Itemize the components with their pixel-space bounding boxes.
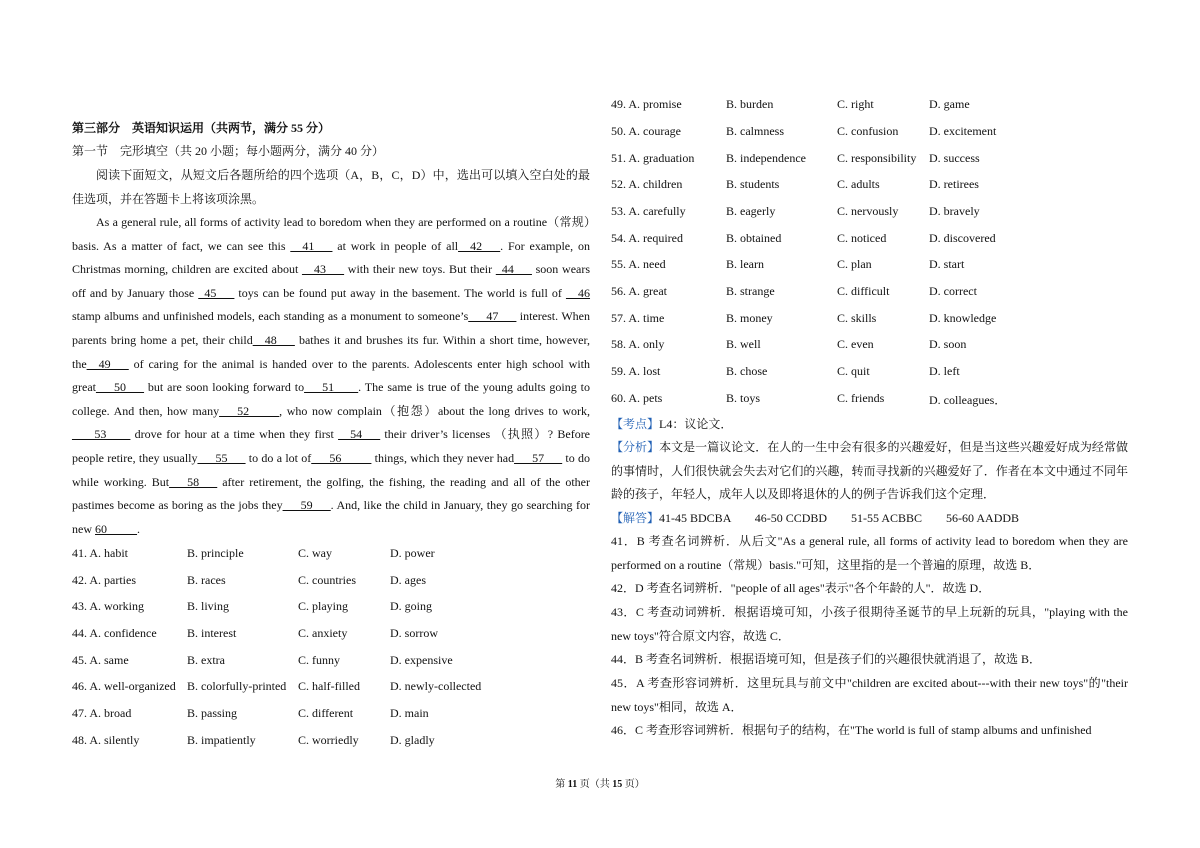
blank-54: __54___ — [338, 427, 381, 442]
blank-58: ___58___ — [169, 474, 218, 489]
cloze-passage: As a general rule, all forms of activity lead to boredom when they are performed on a routine（常规）basis. As a matter of fact, we can see this __41___ at work in people of all__42___. For example, on Christmas morning, children are excited about __43___ with their new toys. But their _44___ soon wears off and by January those _45___ toys can be found put away in the basement. The world is full of __46 stamp albums and unfinished models, each standing as a monument to someone’s___47___ interest. When parents bring home a pet, their child__48___ bathes it and brushes its fur. Within a short time, however, the__49___ of caring for the animal is handed over to the parents. Adolescents enter high school with great___50___ but are soon looking forward to___51____. The same is true of the young adults going to college. And then, how many___52_____, who now complain（抱怨）about the long drives to work, ___ 53____ drove for hour at a time when they first __54___ their driver’s licenses （执照）? Before people retire, they usually___55___ to do a lot of___56_____ things, which they never had___57___ to do while working. But___58___ after retirement, the golfing, the fishing, the reading and all of the other pastimes become as boring as the jobs they___59___. And, like the child in January, they go searching for new 60_____. — [72, 215, 591, 536]
option-c: C. nervously — [837, 204, 899, 218]
option-a: 43. A. working — [72, 599, 144, 613]
options-row — [72, 706, 592, 726]
option-d: D. ages — [390, 573, 426, 587]
option-d: D. knowledge — [929, 311, 997, 325]
option-c: C. noticed — [837, 231, 887, 245]
options-row — [72, 599, 592, 619]
option-b: B. calmness — [726, 124, 784, 138]
option-c: C. anxiety — [298, 626, 348, 640]
option-b: B. well — [726, 337, 761, 351]
option-b: B. eagerly — [726, 204, 776, 218]
current-page-number: 11 — [567, 779, 578, 790]
subsection-title: 第一节 完形填空（共 20 小题；每小题两分，满分 40 分） — [72, 144, 385, 158]
option-d: D. newly-collected — [390, 679, 482, 693]
option-a: 47. A. broad — [72, 706, 132, 720]
options-row — [611, 231, 1128, 251]
fenxi-paragraph — [611, 436, 1128, 507]
option-c: C. plan — [837, 257, 872, 271]
option-b: B. learn — [726, 257, 764, 271]
option-b: B. races — [187, 573, 226, 587]
options-row — [611, 364, 1128, 384]
option-b: B. money — [726, 311, 773, 325]
options-row — [611, 97, 1128, 117]
jieda-line — [611, 507, 1128, 531]
explanation-43: 43．C 考查动词辨析．根据语境可知，小孩子很期待圣诞节的早上玩新的玩具，"playing with the new toys"符合原文内容，故选 C． — [611, 605, 1128, 643]
option-d: D. expensive — [390, 653, 453, 667]
option-c: C. adults — [837, 177, 880, 191]
option-d: D. bravely — [929, 204, 980, 218]
option-d: D. game — [929, 97, 970, 111]
fenxi-label: 【分析】 — [611, 440, 660, 454]
options-row — [611, 284, 1128, 304]
option-d: D. retirees — [929, 177, 979, 191]
blank-50: ___50___ — [95, 380, 144, 395]
option-a: 48. A. silently — [72, 733, 140, 747]
option-b: B. independence — [726, 151, 806, 165]
blank-46: __46 — [566, 285, 591, 300]
option-a: 59. A. lost — [611, 364, 661, 378]
option-c: C. confusion — [837, 124, 899, 138]
option-a: 41. A. habit — [72, 546, 128, 560]
option-a: 52. A. children — [611, 177, 683, 191]
fenxi-text: 本文是一篇议论文．在人的一生中会有很多的兴趣爱好，但是当这些兴趣爱好成为经常做的事情时，人们很快就会失去对它们的兴趣，转而寻找新的兴趣爱好了．作者在本文中通过不同年龄的孩子，年轻人，成年人以及即将退休的人的例子告诉我们这个定理． — [611, 440, 1128, 502]
option-b: B. interest — [187, 626, 237, 640]
option-a: 46. A. well-organized — [72, 679, 176, 693]
options-row — [611, 204, 1128, 224]
options-row — [72, 733, 592, 753]
option-a: 44. A. confidence — [72, 626, 157, 640]
options-row — [611, 177, 1128, 197]
blank-47: ___47___ — [468, 309, 517, 324]
option-d: D. soon — [929, 337, 967, 351]
blank-49: __49___ — [86, 356, 129, 371]
blank-51: ___51____ — [304, 380, 359, 395]
explanation-44: 44．B 考查名词辨析．根据语境可知，但是孩子们的兴趣很快就消退了，故选 B． — [611, 652, 1042, 666]
option-c: C. different — [298, 706, 354, 720]
total-page-number: 15 — [612, 779, 623, 790]
option-d: D. going — [390, 599, 432, 613]
blank-56: ___56_____ — [311, 450, 372, 465]
option-d: D. gladly — [390, 733, 435, 747]
option-a: 51. A. graduation — [611, 151, 695, 165]
option-a: 53. A. carefully — [611, 204, 686, 218]
blank-57: ___57___ — [514, 450, 563, 465]
options-row — [72, 573, 592, 593]
kaodian-text: L4：议论文． — [659, 417, 733, 431]
option-a: 42. A. parties — [72, 573, 136, 587]
options-row — [611, 391, 1128, 411]
option-c: C. right — [837, 97, 874, 111]
explanation-41: 41．B 考查名词辨析．从后文"As a general rule, all forms of activity lead to boredom when they are performed on a routine（常规）basis."可知，这里指的是一个普遍的原理，故选 B． — [611, 534, 1128, 572]
explanation-46: 46．C 考查形容词辨析．根据句子的结构，在"The world is full of stamp albums and unfinished — [611, 723, 1092, 737]
blank-55: ___55___ — [197, 450, 246, 465]
option-a: 49. A. promise — [611, 97, 682, 111]
option-d: D. left — [929, 364, 960, 378]
option-b: B. toys — [726, 391, 761, 405]
option-c: C. even — [837, 337, 874, 351]
blank-52: ___52_____ — [219, 403, 280, 418]
option-c: C. half-filled — [298, 679, 360, 693]
option-b: B. impatiently — [187, 733, 256, 747]
option-a: 45. A. same — [72, 653, 129, 667]
option-b: B. students — [726, 177, 780, 191]
blank-42: __42___ — [458, 238, 501, 253]
option-c: C. skills — [837, 311, 877, 325]
blank-45: _45___ — [198, 285, 235, 300]
option-c: C. countries — [298, 573, 356, 587]
option-d: D. discovered — [929, 231, 996, 245]
instructions: 阅读下面短文，从短文后各题所给的四个选项（A，B，C，D）中，选出可以填入空白处的最佳选项，并在答题卡上将该项涂黑。 — [72, 168, 590, 206]
options-row — [611, 124, 1128, 144]
options-row — [611, 337, 1128, 357]
option-d: D. power — [390, 546, 435, 560]
option-c: C. responsibility — [837, 151, 917, 165]
option-c: C. quit — [837, 364, 870, 378]
option-a: 54. A. required — [611, 231, 683, 245]
option-b: B. living — [187, 599, 230, 613]
option-b: B. burden — [726, 97, 774, 111]
option-c: C. way — [298, 546, 332, 560]
option-b: B. colorfully-printed — [187, 679, 287, 693]
blank-53: ___ 53____ — [72, 427, 131, 442]
jieda-text: 41-45 BDCBA 46-50 CCDBD 51-55 ACBBC 56-60 AADDB — [659, 511, 1020, 525]
option-c: C. funny — [298, 653, 340, 667]
blank-43: __43___ — [302, 262, 345, 277]
options-row — [72, 546, 592, 566]
option-b: B. obtained — [726, 231, 782, 245]
option-b: B. passing — [187, 706, 238, 720]
options-row — [72, 626, 592, 646]
explanation-45: 45．A 考查形容词辨析．这里玩具与前文中"children are excited about---with their new toys"的"their new toys"相同，故选 A． — [611, 676, 1128, 714]
options-row — [72, 653, 592, 673]
option-d: D. success — [929, 151, 980, 165]
section-title: 第三部分 英语知识运用（共两节，满分 55 分） — [72, 121, 331, 135]
option-a: 60. A. pets — [611, 391, 663, 405]
option-c: C. playing — [298, 599, 348, 613]
option-b: B. principle — [187, 546, 244, 560]
option-a: 56. A. great — [611, 284, 667, 298]
option-a: 58. A. only — [611, 337, 665, 351]
options-row — [611, 311, 1128, 331]
option-a: 50. A. courage — [611, 124, 681, 138]
option-d: D. excitement — [929, 124, 997, 138]
kaodian-line — [611, 413, 1128, 437]
option-d: D. main — [390, 706, 429, 720]
option-c: C. friends — [837, 391, 885, 405]
option-d: D. sorrow — [390, 626, 438, 640]
options-row — [72, 679, 592, 699]
option-c: C. difficult — [837, 284, 890, 298]
option-d: D. colleagues． — [929, 393, 1007, 407]
page-footer: 第 11 页（共 15 页） — [555, 779, 645, 790]
jieda-label: 【解答】 — [611, 511, 660, 525]
options-row — [611, 257, 1128, 277]
option-a: 55. A. need — [611, 257, 666, 271]
options-row — [611, 151, 1128, 171]
option-d: D. correct — [929, 284, 977, 298]
blank-60: 60_____ — [95, 521, 137, 536]
explanation-42: 42．D 考查名词辨析．"people of all ages"表示"各个年龄的人"．故选 D． — [611, 581, 991, 595]
blank-59: ___59___ — [282, 498, 331, 513]
option-b: B. strange — [726, 284, 775, 298]
option-d: D. start — [929, 257, 965, 271]
blank-41: __41___ — [290, 238, 333, 253]
blank-44: _44___ — [495, 262, 532, 277]
option-b: B. chose — [726, 364, 768, 378]
option-c: C. worriedly — [298, 733, 359, 747]
option-a: 57. A. time — [611, 311, 665, 325]
blank-48: __48___ — [252, 332, 295, 347]
option-b: B. extra — [187, 653, 225, 667]
kaodian-label: 【考点】 — [611, 417, 660, 431]
